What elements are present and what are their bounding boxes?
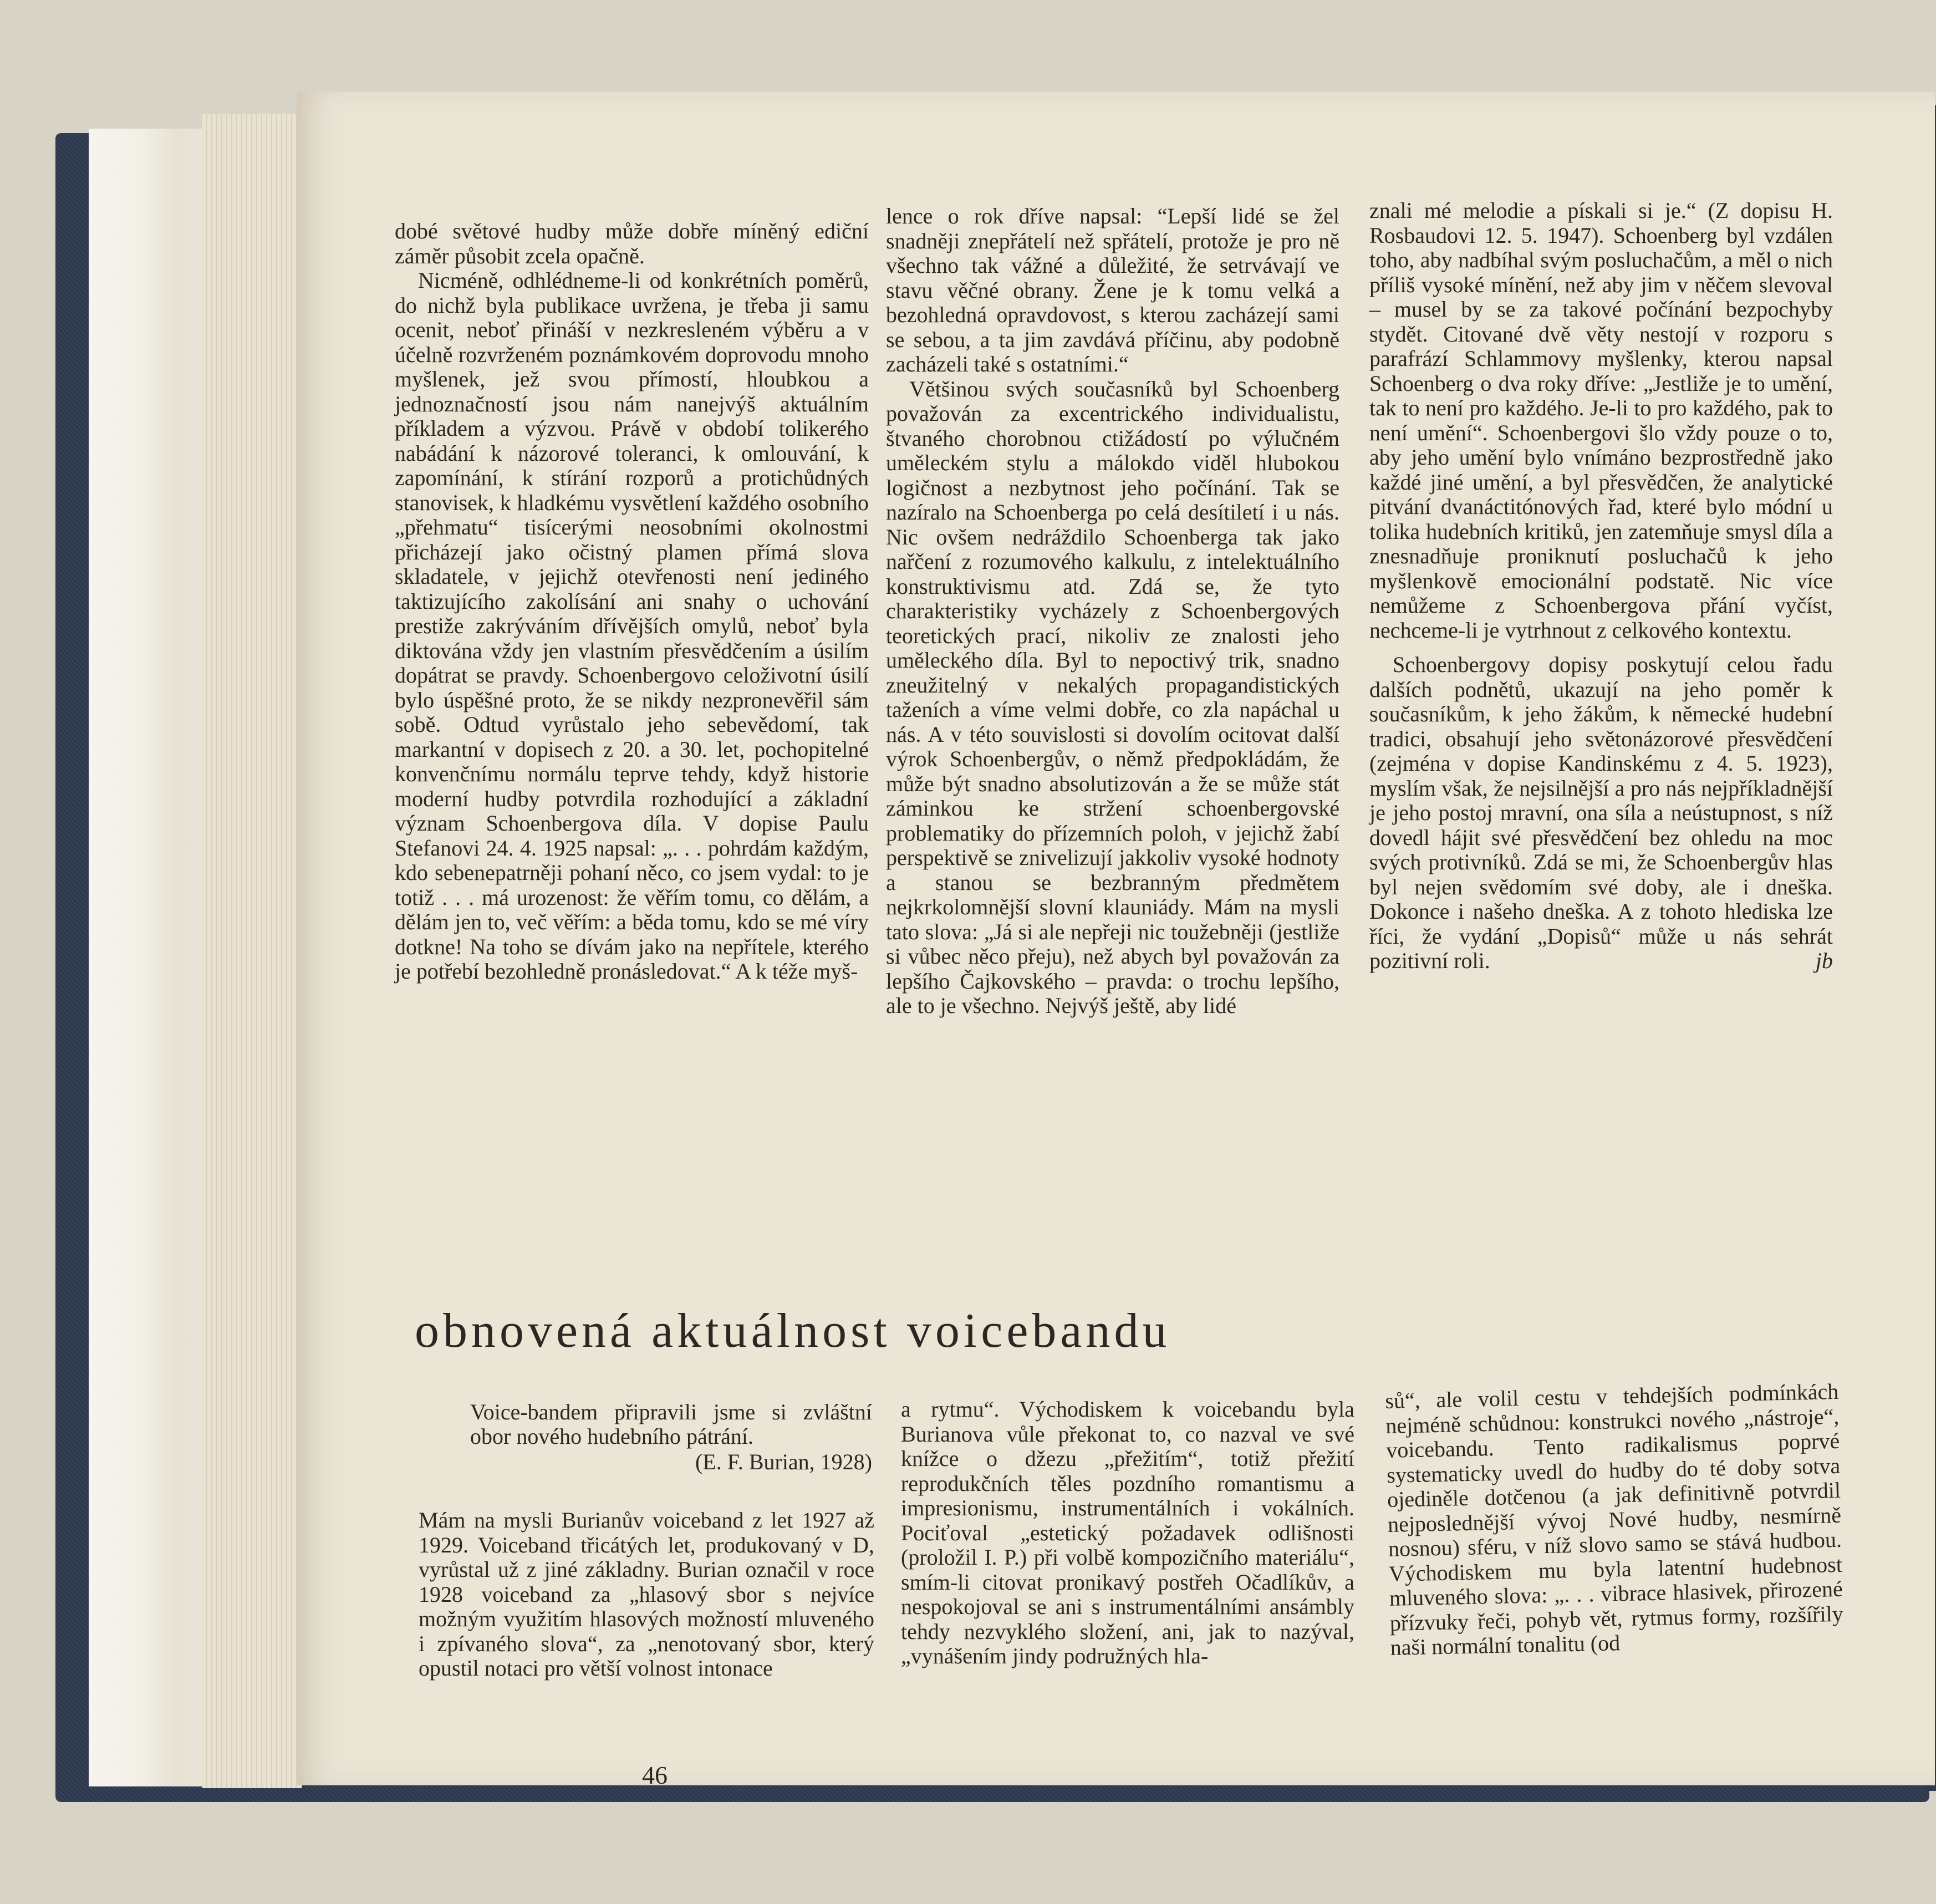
top-col3-para-1: znali mé melodie a pískali si je.“ (Z dopisu H. Rosbaudovi 12. 5. 1947). Schoenberg byl vzdálen toho, aby nadbíhal svým posluchačům, a měl o nich příliš vysoké mínění, než aby jim v něčem slevoval – musel by se za takové počínání bezpochyby stydět. Citované dvě věty nestojí v rozporu s parafrází Schlammovy myšlenky, kterou napsal Schoenberg o dva roky dříve: „Jestliže je to umění, tak to není pro každého. Je-li to pro každého, pak to není umění“. Schoenbergovi šlo vždy pouze o to, aby jeho umění bylo vnímáno bezprostředně jako každé jiné umění, a byl přesvědčen, že analytické pitvání dvanáctitónových řad, které bylo módní u tolika hudebních kritiků, jen zatemňuje smysl díla a znesnadňuje proniknutí posluchačů k jeho myšlenkově emocionální podstatě. Nic více nemůžeme z Schoenbergova přání vyčíst, nechceme-li je vytrhnout z celkového kontextu. [1369,198,1833,643]
page-number: 46 [642,1761,668,1789]
top-col1-para-1: dobé světové hudby může dobře míněný ediční záměr působit zcela opačně. [395,218,869,268]
article-headline: obnovená aktuálnost voicebandu [415,1304,1171,1358]
top-col1-para-2: Nicméně, odhlédneme-li od konkrétních poměrů, do nichž byla publikace uvržena, je třeba ji samu ocenit, neboť přináší v nezkresleném výběru a v účelně rozvrženém poznámkovém doprovodu mnoho myšlenek, jež svou přímostí, hloubkou a jednoznačností jsou nám nanejvýš aktuálním příkladem a výzvou. Právě v období tolikerého nabádání k názorové toleranci, k omlouvání, k zapomínání, k stírání rozporů a protichůdných stanovisek, k hladkému vysvětlení každého osobního „přehmatu“ tisícerými neosobními okolnostmi přicházejí jako očistný plamen přímá slova skladatele, v jejichž otevřenosti není jediného taktizujícího zakolísání ani snahy o uchování prestiže zakrýváním dřívějších omylů, neboť byla diktována vždy jen vlastním přesvědčením a úsilím dopátrat se pravdy. Schoenbergovo celoživotní úsilí bylo úspěšné proto, že se nikdy nezpronevěřil sám sobě. Odtud vyrůstalo jeho sebevědomí, tak markantní v dopisech z 20. a 30. let, pochopitelné konvenčnímu normálu teprve tehdy, když historie moderní hudby potvrdila rozhodující a základní význam Schoenbergova díla. V dopise Paulu Stefanovi 24. 4. 1925 napsal: „. . . pohrdám každým, kdo sebenepatrněji pohaní něco, co jsem vydal: to je totiž . . . má urozenost: že věřím tomu, co dělám, a dělám jen to, več věřím: a běda tomu, kdo se mé víry dotkne! Na toho se dívám jako na nepřítele, kterého je potřebí bezohledně pronásledovat.“ A k téže myš- [395,268,869,984]
top-col2-para-1: lence o rok dříve napsal: “Lepší lidé se žel snadněji znepřátelí než spřátelí, protože je pro ně všechno tak vážné a důležité, že setrvávají ve stavu věčné obrany. Žene je k tomu velká a bezohledná opravdovost, s kterou zacházejí sami se sebou, a ta jim zavdává příčinu, aby podobně zacházeli také s ostatními.“ [886,203,1339,376]
top-column-3 [1369,198,1833,974]
bottom-column-3 [1385,1379,1844,1661]
page-stack-edge [202,114,302,1788]
motto-quote: Voice-bandem připravili jsme si zvláštní obor nového hudebního pátrání. [470,1399,872,1449]
top-column-1 [395,219,869,984]
top-col3-para-2: Schoenbergovy dopisy poskytují celou řadu dalších podnětů, ukazují na jeho poměr k současníkům, k jeho žákům, k německé hudební tradici, obsahují jeho světonázorové přesvědčení (zejména v dopise Kandinskému z 4. 5. 1923), myslím však, že nejsilnější a pro nás nejpříkladnější je jeho postoj mravní, ona síla a neústupnost, s níž dovedl hájit své přesvědčení bez ohledu na moc svých protivníků. Zdá se mi, že Schoenbergův hlas byl nejen svědomím své doby, ale i dneška. Dokonce i našeho dneška. A z tohoto hlediska lze říci, že vydání „Dopisů“ může u nás sehrát pozitivní roli. jb [1369,652,1833,973]
bottom-col1-text: Mám na mysli Burianův voiceband z let 1927 až 1929. Voiceband třicátých let, produkovaný v D, vyrůstal už z jiné základny. Burian označil v roce 1928 voiceband za „hlasový sbor s nejvíce možným využitím hlasových možností mluveného i zpívaného slova“, za „nenotovaný sbor, který opustil notaci pro větší volnost intonace [419,1508,874,1681]
left-page-edge [89,129,217,1786]
top-column-2 [886,204,1339,1019]
top-col2-para-2: Většinou svých současníků byl Schoenberg považován za excentrického individualistu, štvaného chorobnou ctižádostí po výlučném uměleckém stylu a málokdo viděl hlubokou logičnost a nezbytnost jeho počínání. Tak se nazíralo na Schoenberga po celá desítiletí i u nás. Nic ovšem nedráždilo Schoenberga tak jako nařčení z rozumového kalkulu, z intelektuálního konstruktivismu atd. Zdá se, že tyto charakteristiky vycházely z Schoenbergových teoretických prací, nikoliv ze znalosti jeho uměleckého díla. Byl to nepoctivý trik, snadno zneužitelný v nekalých propagandistických taženích a víme velmi dobře, co zla napáchal u nás. A v této souvislosti si dovolím ocitovat další výrok Schoenbergův, o němž předpokládám, že může být snadno absolutizován a že se může stát záminkou ke stržení schoenbergovské problematiky do přízemních poloh, v jejichž žabí perspektivě se znivelizují jakkoliv vysoké hodnoty a stanou se bezbranným předmětem nejkrkolomnější slovní klauniády. Mám na mysli tato slova: „Já si ale nepřeji nic toužebněji (jestliže si vůbec něco přeju), než abych byl považován za lepšího Čajkovského – pravda: o trochu lepšího, ale to je všechno. Nejvýš ještě, aby lidé [886,376,1339,1018]
author-signature: jb [1815,948,1833,973]
bottom-column-2 [901,1397,1354,1669]
motto-source: (E. F. Burian, 1928) [695,1449,872,1474]
bottom-col2-text: a rytmu“. Východiskem k voicebandu byla Burianova vůle překonat to, co nazval ve své knížce o džezu „přežitím“, totiž přežití reprodukčních těles pozdního romantismu a impresionismu, instrumentálních i vokálních. Pociťoval „estetický požadavek odlišnosti (proložil I. P.) při volbě kompozičního materiálu“, smím-li citovat pronikavý postřeh Očadlíkův, a nespokojoval se ani s instrumentálními ansámbly tehdy nezvyklého složení, ani, jak to nazýval, „vynášením jindy podružných hla- [901,1397,1354,1668]
bottom-column-1 [419,1508,874,1681]
bottom-col3-text: sů“, ale volil cestu v tehdejších podmínkách nejméně schůdnou: konstrukci nového „nástroje“, voicebandu. Tento radikalismus poprvé systematicky uvedl do hudby do té doby sotva ojediněle dotčenou (a jak definitivně potvrdil nejposlednější vývoj Nové hudby, nesmírně nosnou) sféru, v níž slovo samo se stává hudbou. Východiskem mu byla latentní hudebnost mluveného slova: „. . . vibrace hlasivek, přirozené přízvuky řeči, pohyb vět, rytmus formy, rozšířily naši normální tonalitu (od [1384,1378,1844,1660]
